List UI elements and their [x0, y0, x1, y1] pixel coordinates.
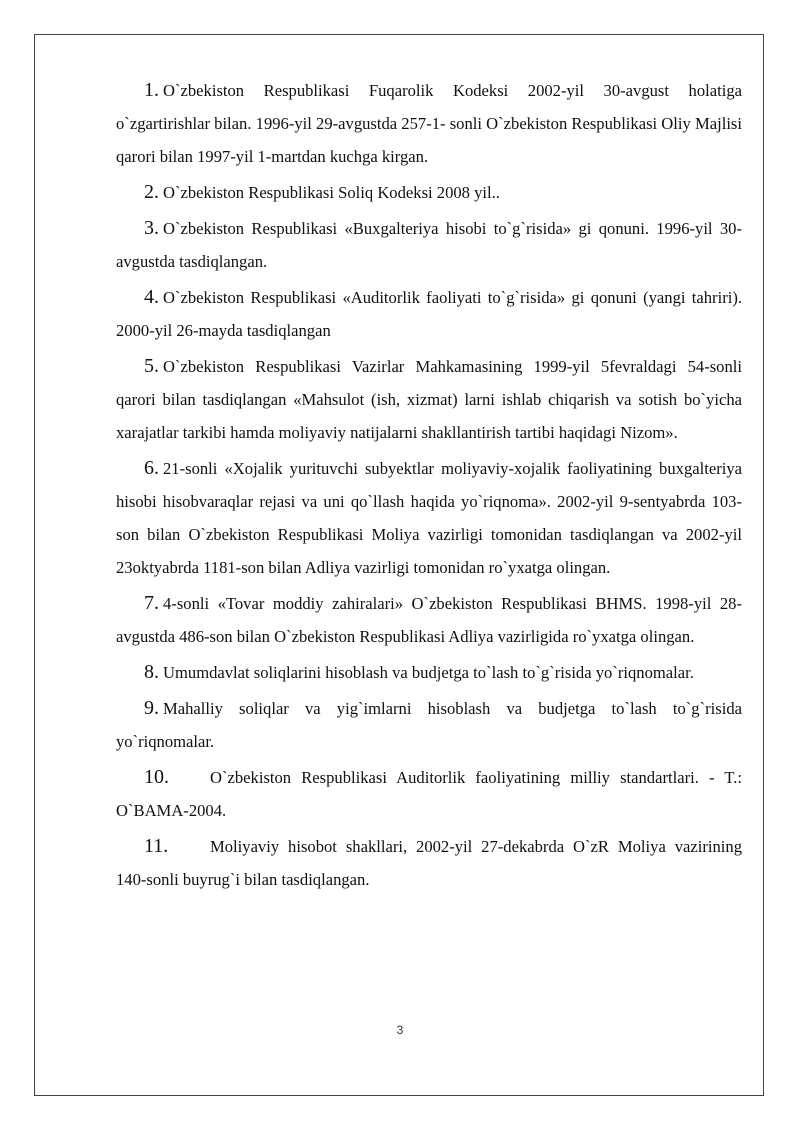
list-item — [116, 74, 742, 173]
item-text: Moliyaviy hisobot shakllari, 2002-yil 27-dekabrda O`zR Moliya vazirining 140-sonli buyrug`i bilan tasdiqlangan. — [116, 837, 742, 889]
list-item — [116, 281, 742, 347]
item-text: O`zbekiston Respublikasi Auditorlik faoliyatining milliy standartlari. - T.: O`BAMA-2004. — [116, 768, 742, 820]
list-item — [116, 350, 742, 449]
item-text: O`zbekiston Respublikasi Vazirlar Mahkamasining 1999-yil 5fevraldagi 54-sonli qarori bilan tasdiqlangan «Mahsulot (ish, xizmat) larni ishlab chiqarish va sotish bo`yicha xarajatlar tarkibi hamda moliyaviy natijalarni shakllantirish tartibi haqidagi Nizom». — [116, 357, 742, 442]
list-item — [116, 176, 742, 209]
item-number: 1. — [144, 79, 159, 101]
item-number: 11. — [144, 835, 169, 857]
list-item — [116, 212, 742, 278]
item-text: Mahalliy soliqlar va yig`imlarni hisoblash va budjetga to`lash to`g`risida yo`riqnomalar. — [116, 699, 742, 751]
reference-list — [116, 74, 742, 899]
list-item — [116, 692, 742, 758]
item-number: 2. — [144, 181, 159, 203]
item-number: 8. — [144, 661, 159, 683]
item-text: 4-sonli «Tovar moddiy zahiralari» O`zbekiston Respublikasi BHMS. 1998-yil 28-avgustda 486-son bilan O`zbekiston Respublikasi Adliya vazirligida ro`yxatga olingan. — [116, 594, 742, 646]
item-number: 10. — [144, 766, 169, 788]
item-number: 6. — [144, 457, 159, 479]
item-text: 21-sonli «Xojalik yurituvchi subyektlar moliyaviy-xojalik faoliyatining buxgalteriya hisobi hisobvaraqlar rejasi va uni qo`llash haqida yo`riqnoma». 2002-yil 9-sentyabrda 103-son bilan O`zbekiston Respublikasi Moliya vazirligi tomonidan tasdiqlangan va 2002-yil 23oktyabrda 1181-son bilan Adliya vazirligi tomonidan ro`yxatga olingan. — [116, 459, 742, 577]
list-item — [116, 587, 742, 653]
item-number: 9. — [144, 697, 159, 719]
item-text: O`zbekiston Respublikasi «Auditorlik faoliyati to`g`risida» gi qonuni (yangi tahriri). 2000-yil 26-mayda tasdiqlangan — [116, 288, 742, 340]
item-number: 3. — [144, 217, 159, 239]
item-text: O`zbekiston Respublikasi «Buxgalteriya hisobi to`g`risida» gi qonuni. 1996-yil 30-avgustda tasdiqlangan. — [116, 219, 742, 271]
list-item — [116, 452, 742, 584]
list-item — [116, 656, 742, 689]
item-text: O`zbekiston Respublikasi Fuqarolik Kodeksi 2002-yil 30-avgust holatiga o`zgartirishlar bilan. 1996-yil 29-avgustda 257-1- sonli O`zbekiston Respublikasi Oliy Majlisi qarori bilan 1997-yil 1-martdan kuchga kirgan. — [116, 81, 742, 166]
item-text: Umumdavlat soliqlarini hisoblash va budjetga to`lash to`g`risida yo`riqnomalar. — [163, 663, 694, 682]
list-item — [116, 761, 742, 827]
item-number: 4. — [144, 286, 159, 308]
list-item — [116, 830, 742, 896]
item-text: O`zbekiston Respublikasi Soliq Kodeksi 2008 yil.. — [163, 183, 500, 202]
item-number: 5. — [144, 355, 159, 377]
page-number: 3 — [396, 1023, 404, 1037]
item-number: 7. — [144, 592, 159, 614]
